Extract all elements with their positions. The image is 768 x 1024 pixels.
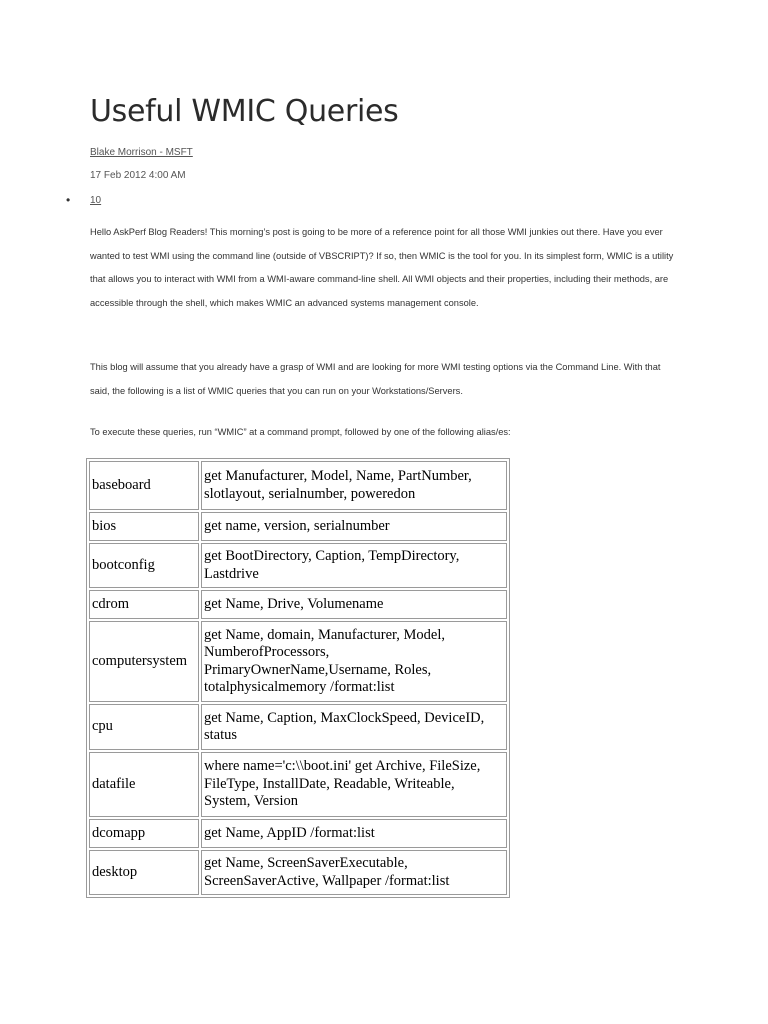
assumption-paragraph: This blog will assume that you already have a grasp of WMI and are looking for more WMI testing options via the Command Line. With that said, the following is a list of WMIC queries that you can run on your Workstations/Servers. [90, 362, 661, 396]
alias-cell: baseboard [89, 461, 199, 510]
table-row [89, 512, 507, 541]
query-cell: get Name, AppID /format:list [201, 819, 507, 848]
alias-cell: bootconfig [89, 543, 199, 588]
instructions-paragraph: To execute these queries, run “WMIC” at a command prompt, followed by one of the following alias/es: [90, 427, 511, 437]
table-row [89, 590, 507, 619]
list-bullet: • [66, 193, 71, 207]
query-cell: get BootDirectory, Caption, TempDirectory, Lastdrive [201, 543, 507, 588]
query-cell: get Name, domain, Manufacturer, Model, NumberofProcessors, PrimaryOwnerName,Username, Roles, totalphysicalmemory /format:list [201, 621, 507, 702]
table-row [89, 819, 507, 848]
comment-count-link[interactable]: 10 [90, 195, 102, 206]
query-cell: get name, version, serialnumber [201, 512, 507, 541]
intro-paragraph: Hello AskPerf Blog Readers! This morning’s post is going to be more of a reference point for all those WMI junkies out there. Have you ever wanted to test WMI using the command line (outside of VBSCRIPT)? If so, then WMIC is the tool for you. In its simplest form, WMIC is a utility that allows you to interact with WMI from a WMI-aware command-line shell. All WMI objects and their properties, including their methods, are accessible through the shell, which makes WMIC an advanced systems management console. [90, 227, 674, 308]
query-cell: get Name, Drive, Volumename [201, 590, 507, 619]
author-link[interactable]: Blake Morrison - MSFT [90, 147, 193, 158]
query-cell: get Name, ScreenSaverExecutable, ScreenSaverActive, Wallpaper /format:list [201, 850, 507, 895]
alias-cell: dcomapp [89, 819, 199, 848]
table-row [89, 621, 507, 702]
table-row [89, 543, 507, 588]
table-row [89, 850, 507, 895]
alias-cell: bios [89, 512, 199, 541]
query-cell: get Manufacturer, Model, Name, PartNumber, slotlayout, serialnumber, poweredon [201, 461, 507, 510]
alias-cell: cpu [89, 704, 199, 750]
wmic-query-table [86, 458, 510, 898]
table-row [89, 461, 507, 510]
query-cell: get Name, Caption, MaxClockSpeed, DeviceID, status [201, 704, 507, 750]
alias-cell: cdrom [89, 590, 199, 619]
table-row [89, 704, 507, 750]
query-cell: where name='c:\\boot.ini' get Archive, FileSize, FileType, InstallDate, Readable, Writeable, System, Version [201, 752, 507, 817]
post-date: 17 Feb 2012 4:00 AM [90, 170, 186, 181]
alias-cell: datafile [89, 752, 199, 817]
alias-cell: computersystem [89, 621, 199, 702]
page-title: Useful WMIC Queries [90, 94, 399, 129]
alias-cell: desktop [89, 850, 199, 895]
table-row [89, 752, 507, 817]
